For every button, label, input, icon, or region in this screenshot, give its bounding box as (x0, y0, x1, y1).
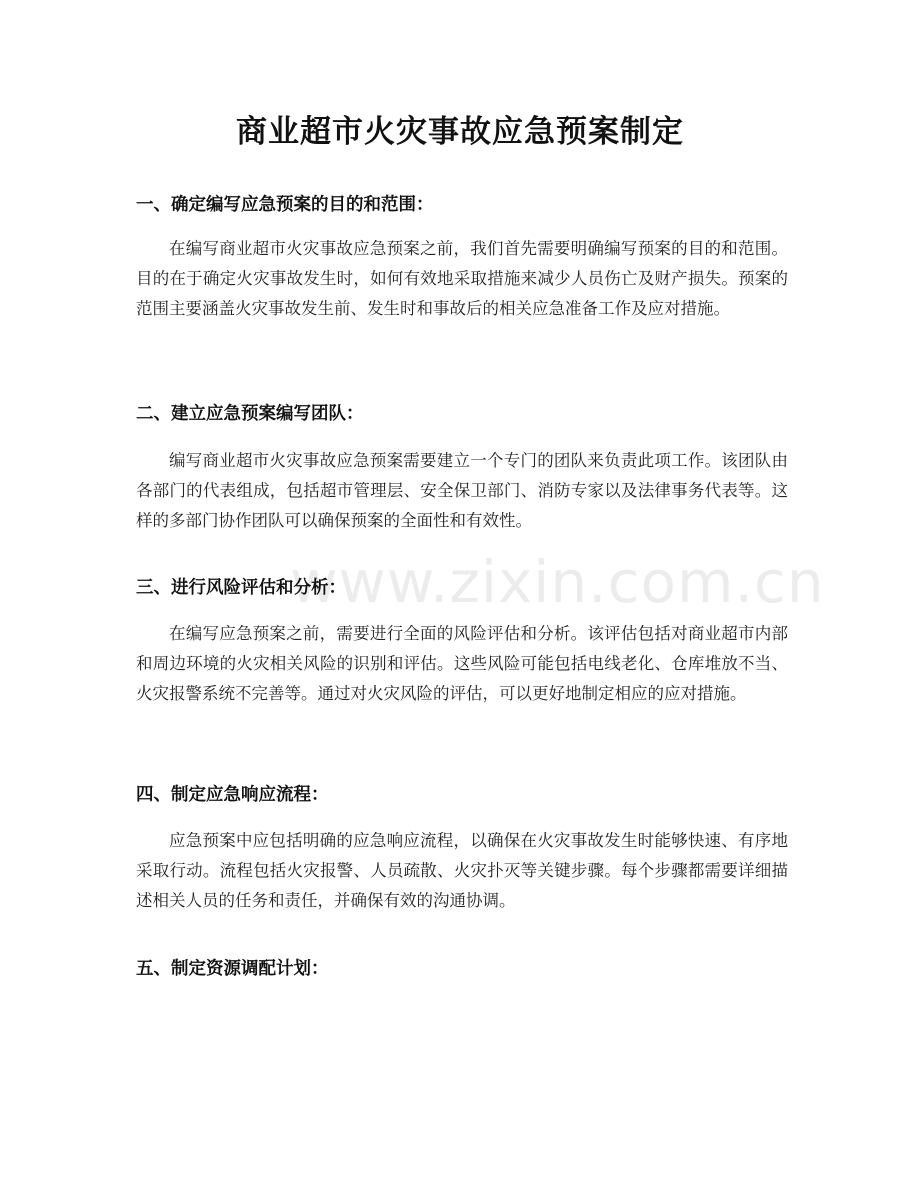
section-heading-3: 三、进行风险评估和分析： (136, 578, 346, 598)
section-heading-5: 五、制定资源调配计划： (136, 959, 329, 979)
section-heading-1: 一、确定编写应急预案的目的和范围： (136, 195, 434, 215)
section-body-3: 在编写应急预案之前，需要进行全面的风险评估和分析。该评估包括对商业超市内部和周边环境的火灾相关风险的识别和评估。这些风险可能包括电线老化、仓库堆放不当、火灾报警系统不完善等。通过对火灾风险的评估，可以更好地制定相应的应对措施。 (136, 624, 788, 703)
page-title: 商业超市火灾事故应急预案制定 (236, 114, 684, 150)
section-body-4: 应急预案中应包括明确的应急响应流程，以确保在火灾事故发生时能够快速、有序地采取行动。流程包括火灾报警、人员疏散、火灾扑灭等关键步骤。每个步骤都需要详细描述相关人员的任务和责任，并确保有效的沟通协调。 (136, 831, 788, 910)
watermark: www.zixin.com.cn (290, 548, 825, 616)
section-body-1: 在编写商业超市火灾事故应急预案之前，我们首先需要明确编写预案的目的和范围。目的在于确定火灾事故发生时，如何有效地采取措施来减少人员伤亡及财产损失。预案的范围主要涵盖火灾事故发生前、发生时和事故后的相关应急准备工作及应对措施。 (136, 239, 788, 318)
section-heading-4: 四、制定应急响应流程： (136, 785, 329, 805)
section-body-2: 编写商业超市火灾事故应急预案需要建立一个专门的团队来负责此项工作。该团队由各部门的代表组成，包括超市管理层、安全保卫部门、消防专家以及法律事务代表等。这样的多部门协作团队可以确保预案的全面性和有效性。 (136, 451, 788, 530)
section-heading-2: 二、建立应急预案编写团队： (136, 404, 364, 424)
